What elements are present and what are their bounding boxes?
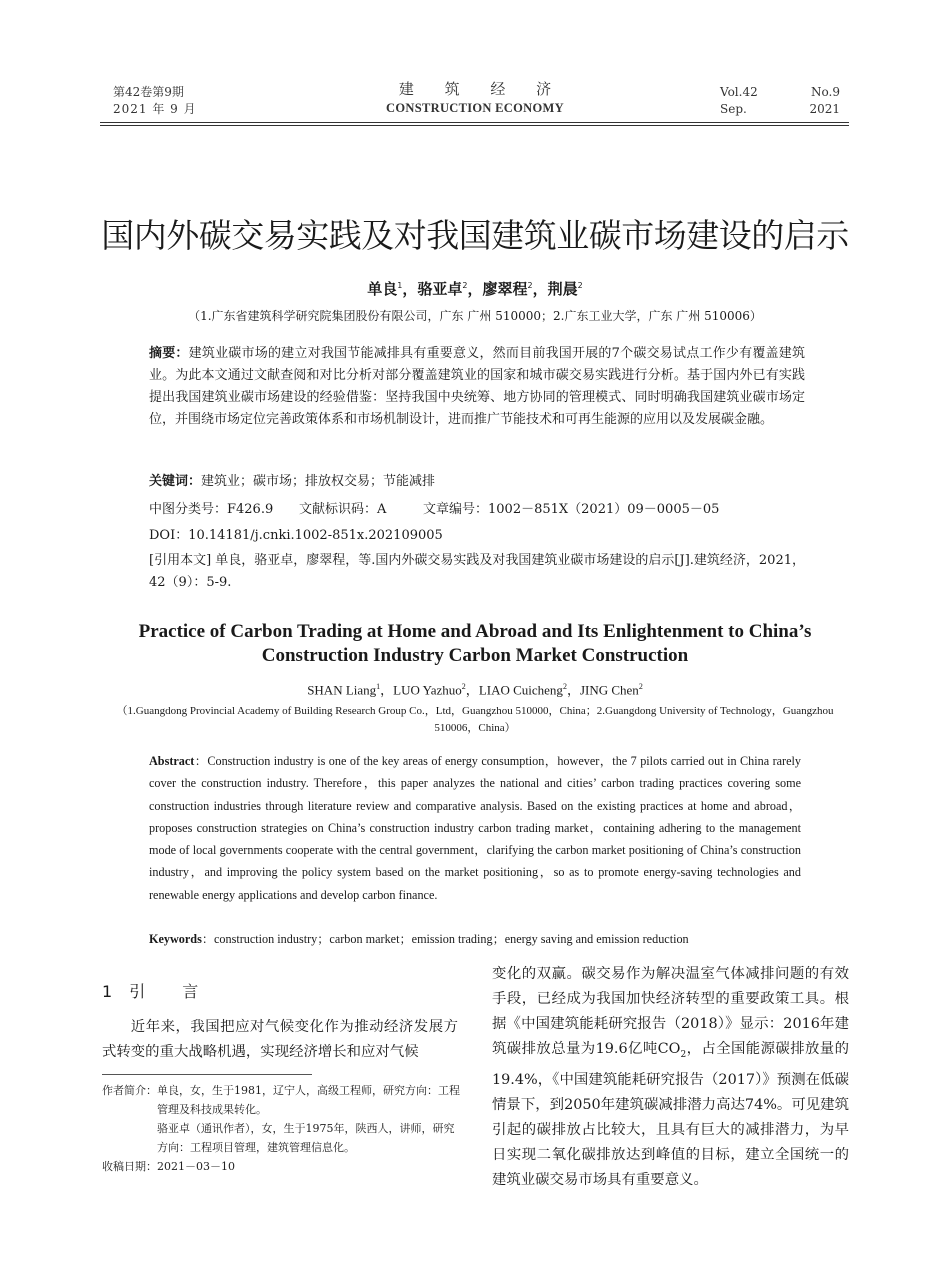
footnote-rule [102,1074,312,1075]
journal-name-cn: 建 筑 经 济 [398,80,565,98]
keywords-cn [149,471,805,493]
author-en-2-affil: 2 [461,682,466,691]
author-en-3-affil: 2 [562,682,567,691]
author-3-affil: 2 [527,281,533,290]
affiliation-en: （1.Guangdong Provincial Academy of Building Research Group Co.，Ltd，Guangzhou 510000，China；2.Guangdong University of Technology，Guangzhou 510006，China） [116,705,834,734]
author-footnote [102,1081,460,1176]
footnote-author-1: 作者简介：单良，女，生于1981，辽宁人，高级工程师，研究方向：工程管理及科技成果转化。 [102,1084,460,1116]
body-right-text-a: 变化的双赢。碳交易作为解决温室气体减排问题的有效手段，已经成为我国加快经济转型的重要政策工具。根据《中国建筑能耗研究报告（2018）》显示：2016年建筑碳排放总量为19.6亿吨CO [492,966,849,1057]
section-number: 1 [102,982,113,1001]
author-list: 单良$^1$，骆亚卓$^2$，廖翠程$^2$，荆晨$^2$ [367,280,583,298]
author-en-4: JING Chen [579,682,639,698]
clc-number: 中图分类号：F426.9 [149,502,274,517]
abstract-cn-label: 摘要： [149,346,189,361]
author-en-2: LUO Yazhuo [393,682,462,698]
affiliation: （1.广东省建筑科学研究院集团股份有限公司，广东 广州 510000；2.广东工业大学，广东 广州 510006） [188,309,762,323]
author-en-1: SHAN Liang [307,682,377,698]
body-right-text-b: ，占全国能源碳排放量的19.4%，《中国建筑能耗研究报告（2017）》预测在低碳情景下，到2050年建筑碳减排潜力高达74%。可见建筑引起的碳排放占比较大，且具有巨大的减排潜力，为早日实现二氧化碳排放达到峰值的目标，建立全国统一的建筑业碳交易市场具有重要意义。 [492,1041,849,1188]
paper-title-en: Practice of Carbon Trading at Home and Abroad and Its Enlightenment to China’s Construction Industry Carbon Market Construction [138,621,812,666]
author-en-1-affil: 1 [376,682,381,691]
author-en-4-affil: 2 [638,682,643,691]
body-column-right [492,962,849,1193]
abstract-cn [149,343,805,431]
keywords-cn-text: 建筑业；碳市场；排放权交易；节能减排 [201,474,436,489]
header-no: No.9 [811,85,840,99]
author-4-affil: 2 [577,281,583,290]
header-volume [720,84,840,118]
header-date: 2021 年 9 月 [113,102,197,116]
paper-title: 国内外碳交易实践及对我国建筑业碳市场建设的启示 [101,216,849,255]
keywords-en [149,928,809,950]
abstract-en-text: ：Construction industry is one of the key areas of energy consumption，however，the 7 pilots carried out in China rarely cover the construction industry. Therefore，this paper analyzes the national and cities’ carbon trading practices covering some construction industries through literature review and comparative analysis. Based on the existing practices at home and abroad，proposes construction strategies on China’s construction industry carbon trading market，containing adhering to the management mode of local governments cooperate with the central government，clarifying the carbon market positioning of China’s construction industry，and improving the policy system based on the market positioning，so as to promote energy-saving technologies and renewable energy applications and develop carbon finance. [149,754,801,902]
classification-line [149,499,805,521]
header-year: 2021 [809,102,840,116]
body-column-left: 近年来，我国把应对气候变化作为推动经济发展方式转变的重大战略机遇，实现经济增长和应对气候 [102,1019,458,1060]
keywords-en-text: ：construction industry；carbon market；emission trading；energy saving and emission reduction [201,932,689,946]
keywords-en-label: Keywords [149,932,202,946]
doi: DOI：10.14181/j.cnki.1002-851x.202109005 [149,528,443,543]
citation: [引用本文] 单良，骆亚卓，廖翠程，等.国内外碳交易实践及对我国建筑业碳市场建设的启示[J].建筑经济，2021，42（9）：5-9. [149,553,805,590]
header-issue [113,84,313,118]
article-number: 文章编号：1002－851X（2021）09－0005－05 [423,502,720,517]
abstract-en-label: Abstract [149,754,195,768]
document-code: 文献标识码：A [299,502,387,517]
header-rule-bottom [100,125,849,126]
abstract-en [149,750,801,906]
header-rule-top [100,122,849,123]
header-vol: Vol.42 [720,85,758,99]
abstract-cn-text: 建筑业碳市场的建立对我国节能减排具有重要意义，然而目前我国开展的7个碳交易试点工作少有覆盖建筑业。为此本文通过文献查阅和对比分析对部分覆盖建筑业的国家和城市碳交易实践进行分析。基于国内外已有实践提出我国建筑业碳市场建设的经验借鉴：坚持我国中央统筹、地方协同的管理模式、同时明确我国建筑业碳市场定位，并围绕市场定位完善政策体系和市场机制设计，进而推广节能技术和可再生能源的应用以及发展碳金融。 [149,346,805,427]
author-en-3: LIAO Cuicheng [478,682,563,698]
author-1-affil: 1 [397,281,403,290]
co2-subscript: 2 [680,1049,687,1060]
author-3: 廖翠程 [482,280,528,298]
keywords-cn-label: 关键词： [149,474,202,489]
author-2-affil: 2 [462,281,468,290]
section-title: 引 言 [129,982,215,1001]
section-heading [102,979,231,1005]
footnote-author-2: 骆亚卓（通讯作者），女，生于1975年，陕西人，讲师，研究方向：工程项目管理，建筑管理信息化。 [157,1122,455,1154]
author-list-en: SHAN Liang$^1$，LUO Yazhuo$^2$，LIAO Cuicheng$^2$，JING Chen$^2$ [307,682,643,698]
header-journal [325,78,625,117]
header-month: Sep. [720,102,747,116]
header-volume-issue: 第42卷第9期 [113,85,184,99]
author-1: 单良 [367,280,398,298]
footnote-received-date: 收稿日期：2021－03－10 [102,1160,235,1173]
author-4: 荆晨 [547,280,578,298]
journal-name-en: CONSTRUCTION ECONOMY [386,101,564,115]
author-2: 骆亚卓 [417,280,463,298]
